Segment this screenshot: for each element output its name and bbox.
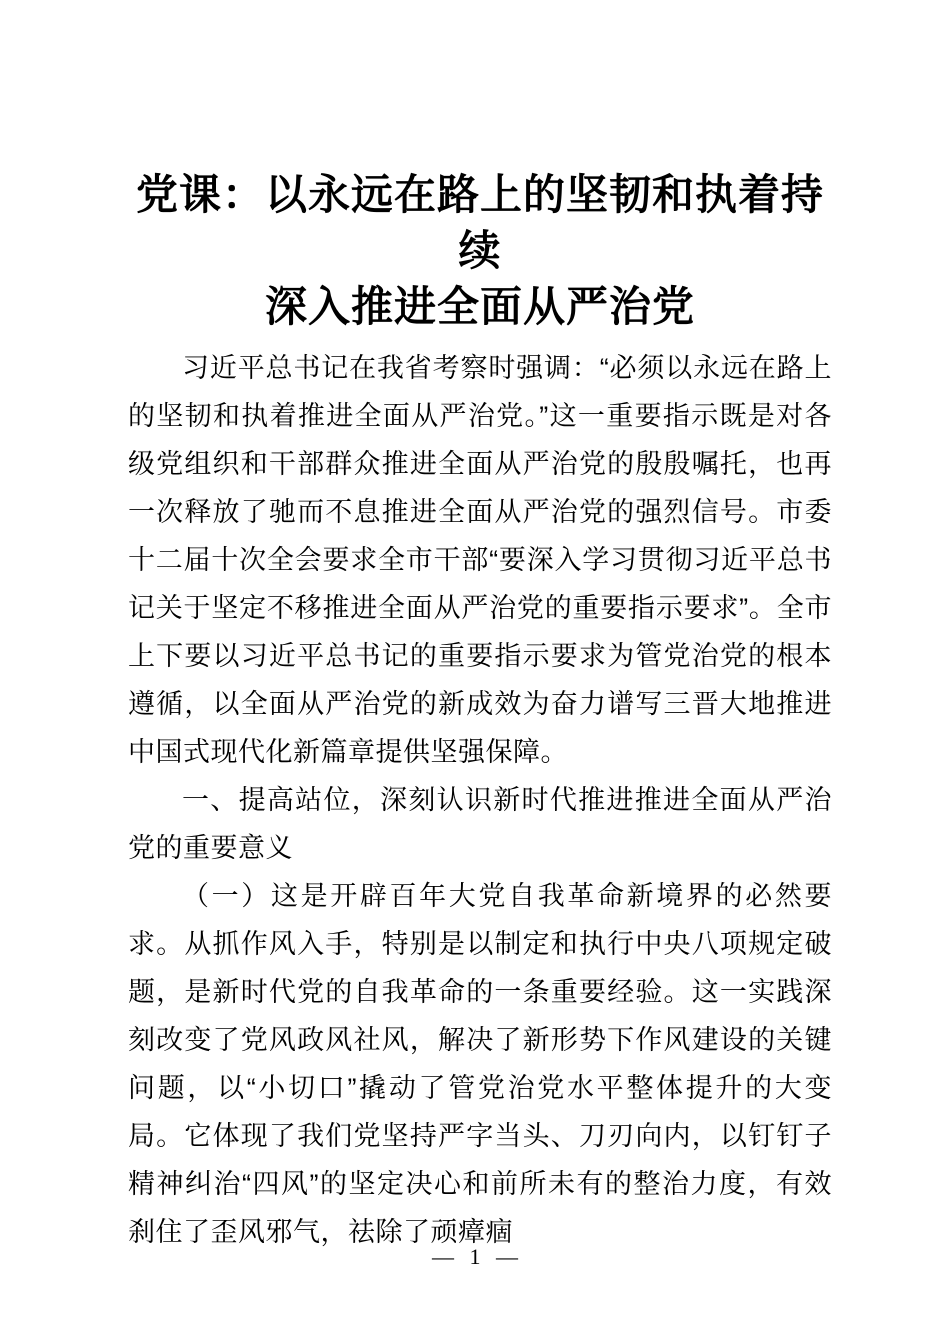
paragraph-section-1-item-1: （一）这是开辟百年大党自我革命新境界的必然要求。从抓作风入手，特别是以制定和执行中央八项规定破题，是新时代党的自我革命的一条重要经验。这一实践深刻改变了党风政风社风，解决了新形势下作风建设的关键问题，以“小切口”撬动了管党治党水平整体提升的大变局。它体现了我们党坚持严字当头、刀刃向内，以钉钉子精神纠治“四风”的坚定决心和前所未有的整治力度，有效刹住了歪风邪气，祛除了顽瘴痼: [128, 881, 832, 1247]
page-number: — 1 —: [432, 1244, 518, 1269]
title-line-1: 党课：以永远在路上的坚韧和执着持续: [135, 173, 824, 275]
document-title: [128, 168, 832, 336]
section-heading-1: 一、提高站位，深刻认识新时代推进推进全面从严治党的重要意义: [128, 785, 832, 863]
paragraph-intro: 习近平总书记在我省考察时强调：“必须以永远在路上的坚韧和执着推进全面从严治党。”这一重要指示既是对各级党组织和干部群众推进全面从严治党的殷殷嘱托，也再一次释放了驰而不息推进全面从严治党的强烈信号。市委十二届十次全会要求全市干部“要深入学习贯彻习近平总书记关于坚定不移推进全面从严治党的重要指示要求”。全市上下要以习近平总书记的重要指示要求为管党治党的根本遵循，以全面从严治党的新成效为奋力谱写三晋大地推进中国式现代化新篇章提供坚强保障。: [128, 353, 832, 767]
title-line-2: 深入推进全面从严治党: [264, 285, 695, 331]
document-body: [128, 344, 832, 1256]
